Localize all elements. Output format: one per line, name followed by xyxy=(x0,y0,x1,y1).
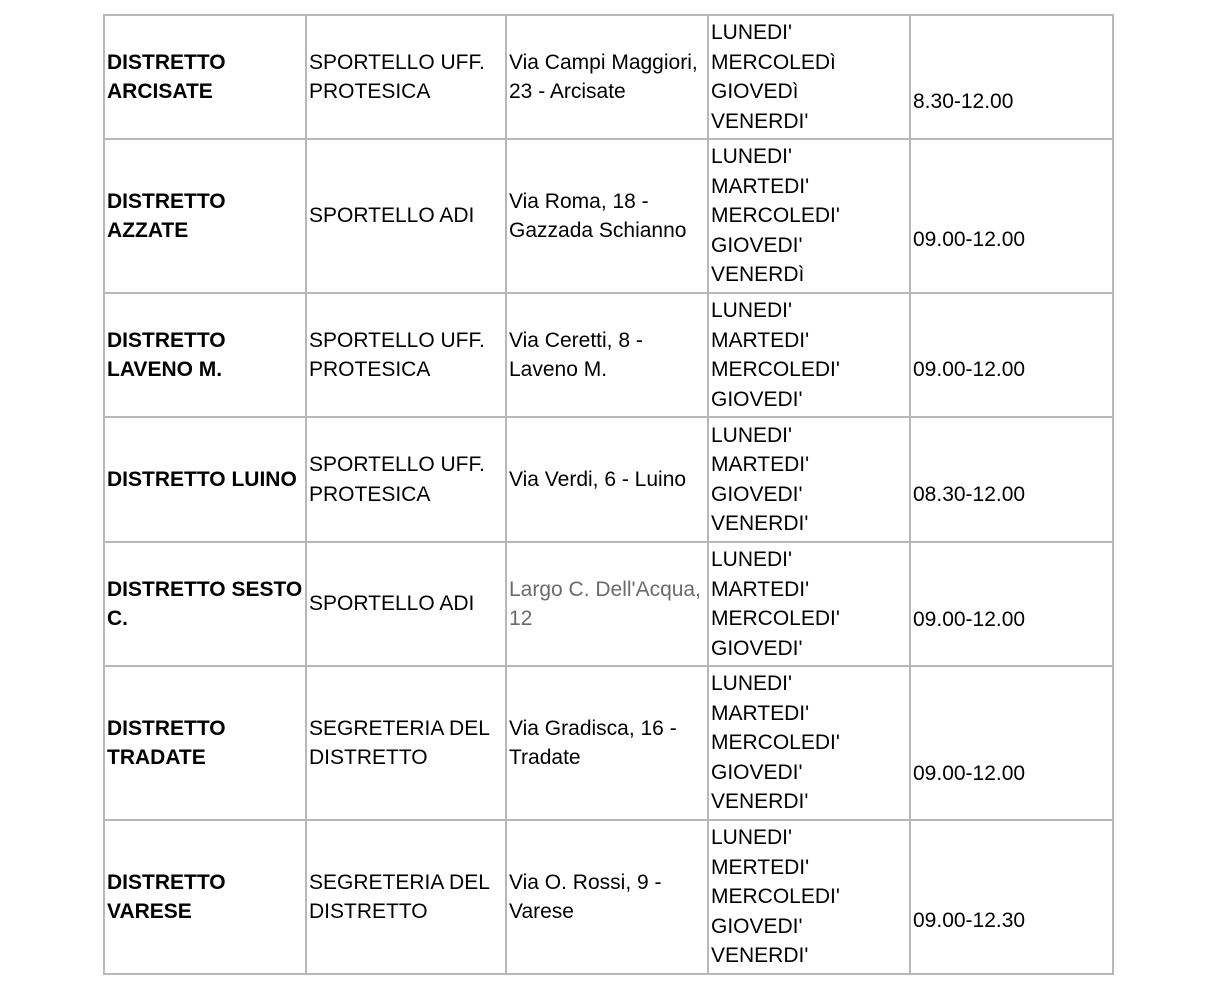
hours-text: 09.00-12.00 xyxy=(913,228,1026,252)
hours-text: 8.30-12.00 xyxy=(913,89,1014,113)
days-cell xyxy=(708,139,910,293)
day-entry: MARTEDI' xyxy=(711,577,810,601)
district-cell: DISTRETTO LUINO xyxy=(104,417,306,542)
day-entry: VENERDI' xyxy=(711,512,809,535)
hours-cell xyxy=(910,666,1113,820)
day-entry: VENERDI' xyxy=(711,790,809,814)
day-entry: LUNEDI' xyxy=(711,826,793,850)
district-schedule-table xyxy=(103,14,1114,975)
district-cell: DISTRETTO AZZATE xyxy=(104,139,306,293)
day-entry: LUNEDI' xyxy=(711,21,793,44)
day-entry: LUNEDI' xyxy=(711,672,793,696)
day-entry: LUNEDI' xyxy=(711,423,793,447)
district-cell: DISTRETTO SESTO C. xyxy=(104,542,306,666)
office-cell: SPORTELLO UFF. PROTESICA xyxy=(306,417,506,542)
district-cell: DISTRETTO TRADATE xyxy=(104,666,306,820)
day-entry: GIOVEDì xyxy=(711,80,799,103)
day-entry: MERCOLEDì xyxy=(711,50,836,74)
address-cell: Via Gradisca, 16 - Tradate xyxy=(506,666,708,820)
address-cell: Via O. Rossi, 9 - Varese xyxy=(506,820,708,974)
office-cell: SEGRETERIA DEL DISTRETTO xyxy=(306,666,506,820)
hours-cell xyxy=(910,542,1113,666)
hours-cell xyxy=(910,820,1113,974)
day-entry: MERTEDI' xyxy=(711,855,810,879)
table-row xyxy=(104,820,1113,974)
hours-cell xyxy=(910,139,1113,293)
day-entry: MARTEDI' xyxy=(711,174,810,198)
days-cell xyxy=(708,666,910,820)
day-entry: MERCOLEDI' xyxy=(711,885,840,909)
days-cell xyxy=(708,15,910,139)
district-cell: DISTRETTO ARCISATE xyxy=(104,15,306,139)
day-entry: MERCOLEDI' xyxy=(711,607,840,630)
day-entry: LUNEDI' xyxy=(711,299,793,322)
days-cell xyxy=(708,820,910,974)
day-entry: MERCOLEDI' xyxy=(711,358,840,381)
district-cell: DISTRETTO VARESE xyxy=(104,820,306,974)
day-entry: GIOVEDI' xyxy=(711,636,803,660)
table-row xyxy=(104,293,1113,417)
day-entry: LUNEDI' xyxy=(711,145,793,169)
day-entry: VENERDI' xyxy=(711,109,809,133)
day-entry: MARTEDI' xyxy=(711,701,810,725)
hours-text: 09.00-12.00 xyxy=(913,762,1026,786)
day-entry: VENERDI' xyxy=(711,944,809,968)
address-cell: Via Roma, 18 - Gazzada Schianno xyxy=(506,139,708,293)
day-entry: MERCOLEDI' xyxy=(711,204,840,228)
table-row xyxy=(104,542,1113,666)
days-cell xyxy=(708,542,910,666)
hours-text: 09.00-12.30 xyxy=(913,909,1026,933)
table-row xyxy=(104,666,1113,820)
table-row xyxy=(104,139,1113,293)
office-cell: SPORTELLO ADI xyxy=(306,139,506,293)
hours-cell xyxy=(910,293,1113,417)
office-cell: SPORTELLO ADI xyxy=(306,542,506,666)
office-cell: SPORTELLO UFF. PROTESICA xyxy=(306,15,506,139)
day-entry: LUNEDI' xyxy=(711,548,793,571)
day-entry: GIOVEDI' xyxy=(711,387,803,411)
hours-cell xyxy=(910,417,1113,542)
days-cell xyxy=(708,417,910,542)
hours-text: 09.00-12.00 xyxy=(913,358,1026,382)
day-entry: MARTEDI' xyxy=(711,328,810,352)
days-cell xyxy=(708,293,910,417)
table-row xyxy=(104,417,1113,542)
schedule-rows xyxy=(104,15,1113,974)
address-cell: Via Campi Maggiori, 23 - Arcisate xyxy=(506,15,708,139)
office-cell: SEGRETERIA DEL DISTRETTO xyxy=(306,820,506,974)
day-entry: MERCOLEDI' xyxy=(711,731,840,755)
address-cell: Via Ceretti, 8 - Laveno M. xyxy=(506,293,708,417)
district-cell: DISTRETTO LAVENO M. xyxy=(104,293,306,417)
table-row xyxy=(104,15,1113,139)
hours-text: 09.00-12.00 xyxy=(913,607,1026,631)
address-cell: Largo C. Dell'Acqua, 12 xyxy=(506,542,708,666)
office-cell: SPORTELLO UFF. PROTESICA xyxy=(306,293,506,417)
day-entry: GIOVEDI' xyxy=(711,482,803,506)
day-entry: GIOVEDI' xyxy=(711,914,803,938)
address-cell: Via Verdi, 6 - Luino xyxy=(506,417,708,542)
day-entry: VENERDì xyxy=(711,263,805,287)
hours-cell xyxy=(910,15,1113,139)
day-entry: MARTEDI' xyxy=(711,453,810,476)
day-entry: GIOVEDI' xyxy=(711,233,803,257)
hours-text: 08.30-12.00 xyxy=(913,483,1026,507)
day-entry: GIOVEDI' xyxy=(711,760,803,784)
